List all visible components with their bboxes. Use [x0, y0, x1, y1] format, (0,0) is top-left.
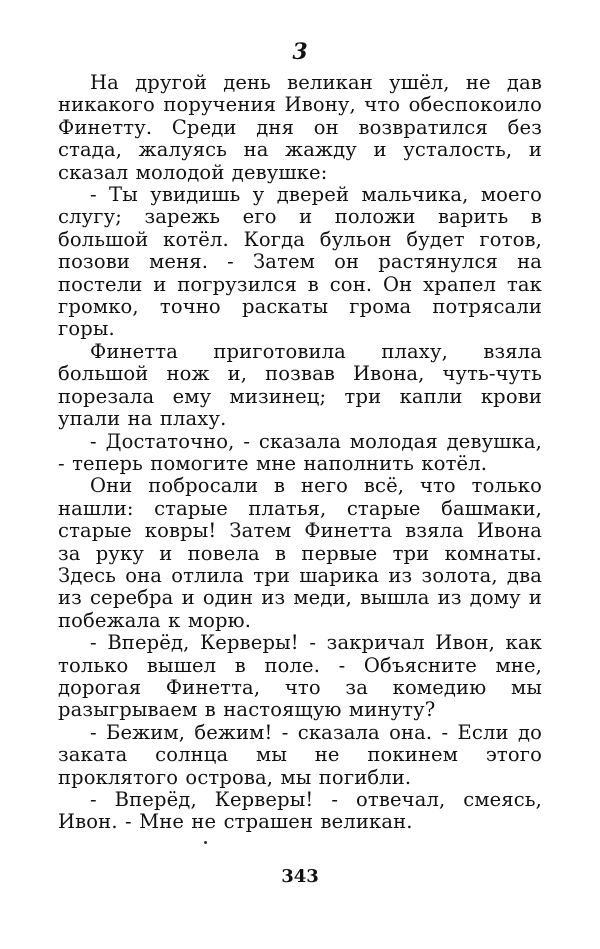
paragraph-4: - Достаточно, - сказала молодая девушка, - теперь помогите мне наполнить котёл. — [58, 429, 542, 475]
paragraph-7: - Бежим, бежим! - сказала она. - Если до заката солнца мы не покинем этого проклятого острова, мы погибли. — [58, 720, 542, 789]
paragraph-1: На другой день великан ушёл, не дав никакого поручения Ивону, что обеспокоило Финетту. Среди дня он возвратился без стада, жалуясь на жажду и усталость, и сказал молодой девушке: — [58, 71, 542, 184]
chapter-number: 3 — [292, 39, 308, 65]
paragraph-8: - Вперёд, Керверы! - отвечал, смеясь, Ивон. - Мне не страшен великан. — [58, 788, 542, 834]
paragraph-3: Финетта приготовила плаху, взяла большой нож и, позвав Ивона, чуть-чуть порезала ему мизинец; три капли крови упали на плаху. — [58, 339, 542, 431]
print-mark — [204, 841, 207, 844]
paragraph-5: Они побросали в него всё, что только нашли: старые платья, старые башмаки, старые ковры! Затем Финетта взяла Ивона за руку и повела в первые три комнаты. Здесь она отлила три шарика из золота, два из серебра и один из меди, вышла из дому и побежала к морю. — [58, 474, 542, 632]
paragraph-6: - Вперёд, Керверы! - закричал Ивон, как только вышел в поле. - Объясните мне, дорогая Финетта, что за комедию мы разыгрываем в настоящую минуту? — [58, 631, 542, 722]
paragraph-2: - Ты увидишь у дверей мальчика, моего слугу; зарежь его и положи варить в большой котёл. Когда бульон будет готов, позови меня. - Затем он растянулся на постели и погрузился в сон. Он храпел так громко, точно раскаты грома потрясали горы. — [58, 183, 542, 341]
body-text — [58, 72, 542, 834]
page-number: 343 — [281, 866, 319, 887]
